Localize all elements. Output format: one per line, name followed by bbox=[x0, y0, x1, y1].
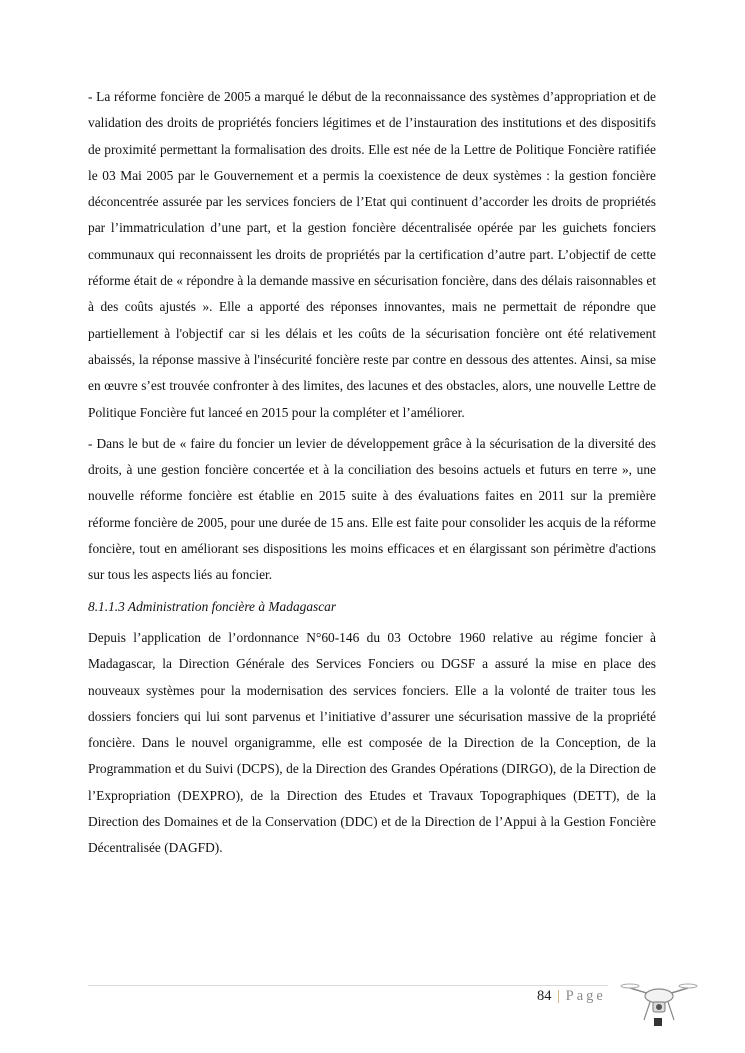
paragraph-reforme-2015: - Dans le but de « faire du foncier un levier de développement grâce à la sécurisation de la diversité des droits, à une gestion foncière concertée et à la conciliation des besoins actuels et futurs en terre », une nouvelle réforme foncière est établie en 2015 suite à des évaluations faites en 2011 sur la première réforme foncière de 2005, pour une durée de 15 ans. Elle est faite pour consolider les acquis de la réforme foncière, tout en améliorant ses dispositions les moins efficaces et en élargissant son périmètre d'actions sur tous les aspects liés au foncier. bbox=[88, 435, 656, 583]
drone-icon bbox=[620, 968, 698, 1030]
section-heading: 8.1.1.3 Administration foncière à Madagascar bbox=[88, 598, 337, 614]
page-separator: | bbox=[557, 988, 561, 1004]
page-number: 84 bbox=[537, 988, 552, 1004]
document-body bbox=[88, 84, 656, 867]
paragraph-dgsf: Depuis l’application de l’ordonnance N°60-146 du 03 Octobre 1960 relative au régime foncier à Madagascar, la Direction Générale des Services Fonciers ou DGSF a assuré la mise en place des nouveaux systèmes pour la modernisation des services fonciers. Elle a la volonté de traiter tous les dossiers fonciers qui lui sont parvenus et l’initiative d’assurer une sécurisation massive de la propriété foncière. Dans le nouvel organigramme, elle est composée de la Direction de la Conception, de la Programmation et du Suivi (DCPS), de la Direction des Grandes Opérations (DIRGO), de la Direction de l’Expropriation (DEXPRO), de la Direction des Etudes et Travaux Topographiques (DETT), de la Direction des Domaines et de la Conservation (DDC) et de la Direction de l’Appui à la Gestion Foncière Décentralisée (DAGFD). bbox=[88, 629, 656, 856]
footer-divider bbox=[88, 985, 608, 986]
page-word: Page bbox=[565, 988, 606, 1004]
paragraph-reforme-2005: - La réforme foncière de 2005 a marqué le début de la reconnaissance des systèmes d’appropriation et de validation des droits de propriétés fonciers légitimes et de l’instauration des institutions et des dispositifs de proximité permettant la formalisation des droits. Elle est née de la Lettre de Politique Foncière ratifiée le 03 Mai 2005 par le Gouvernement et a permis la coexistence de deux systèmes : la gestion foncière déconcentrée assurée par les services fonciers de l’Etat qui continuent d’accorder les droits de propriétés par l’immatriculation d’une part, et la gestion foncière décentralisée opérée par les guichets fonciers communaux qui reconnaissent les droits de propriétés par la certification d’autre part. L’objectif de cette réforme était de « répondre à la demande massive en sécurisation foncière, dans des délais raisonnables et à des coûts ajustés ». Elle a apporté des réponses innovantes, mais ne permettait de répondre que partiellement à l'objectif car si les délais et les coûts de la sécurisation foncière ont été relativement abaissés, la réponse massive à l'insécurité foncière reste par contre en dessous des attentes. Ainsi, sa mise en œuvre s’est trouvée confronter à des limites, des lacunes et des obstacles, alors, une nouvelle Lettre de Politique Foncière fut lanceé en 2015 pour la compléter et l’améliorer. bbox=[88, 89, 656, 420]
page-number-footer bbox=[537, 988, 606, 1005]
